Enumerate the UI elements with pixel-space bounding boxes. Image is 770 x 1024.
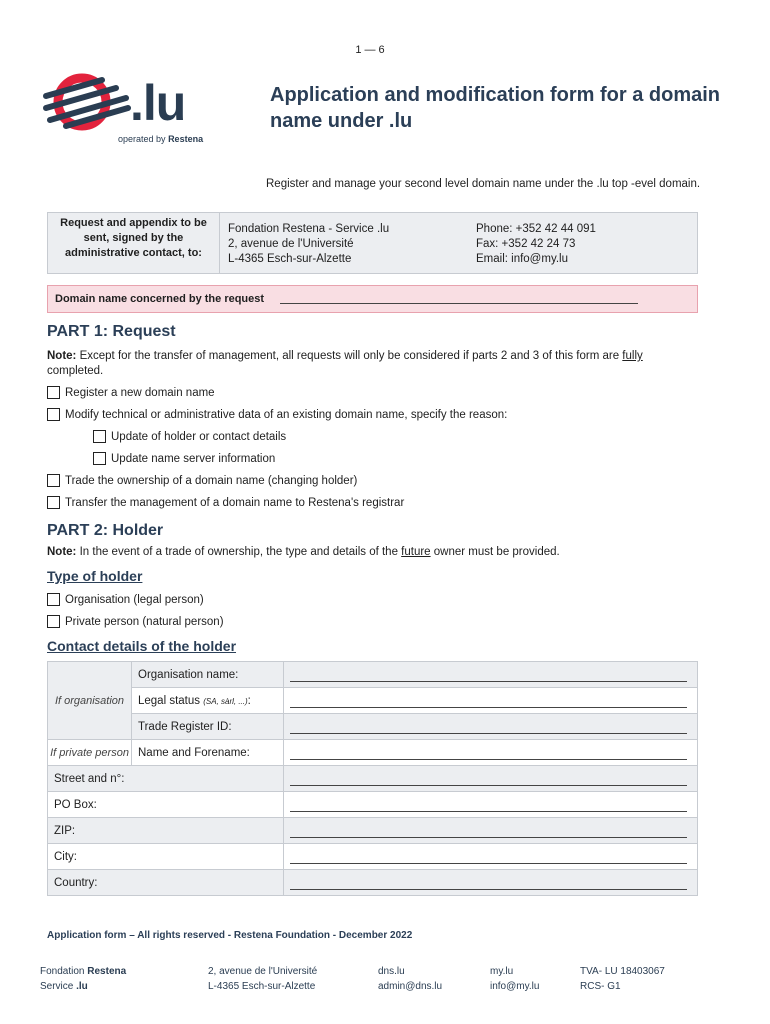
- checkbox[interactable]: [47, 474, 60, 487]
- org-name-field[interactable]: [284, 662, 698, 688]
- part2-heading: PART 2: Holder: [47, 522, 164, 539]
- table-row: [48, 818, 698, 844]
- org-name-label: Organisation name:: [132, 662, 284, 688]
- po-box-field[interactable]: [284, 792, 698, 818]
- phone: Phone: +352 42 44 091: [476, 223, 596, 235]
- intro-text: Register and manage your second level domain name under the .lu top -evel domain.: [266, 178, 701, 190]
- trade-register-field[interactable]: [284, 714, 698, 740]
- contact-numbers: [468, 213, 697, 273]
- street-label: Street and n°:: [48, 766, 284, 792]
- table-row: [48, 740, 698, 766]
- city-field[interactable]: [284, 844, 698, 870]
- checkbox[interactable]: [47, 593, 60, 606]
- table-row: [48, 766, 698, 792]
- contact-box: [47, 212, 698, 274]
- table-row: [48, 792, 698, 818]
- domain-name-label: Domain name concerned by the request: [55, 293, 265, 305]
- zip-label: ZIP:: [48, 818, 284, 844]
- street-field[interactable]: [284, 766, 698, 792]
- option-register[interactable]: Register a new domain name: [47, 386, 215, 399]
- po-box-label: PO Box:: [48, 792, 284, 818]
- footer-dns: dns.lu admin@dns.lu: [378, 966, 443, 992]
- send-to-label: Request and appendix to be sent, signed by the administrative contact, to:: [48, 213, 220, 273]
- fax: Fax: +352 42 24 73: [476, 238, 576, 250]
- checkbox[interactable]: [47, 386, 60, 399]
- footer-copyright: Application form – All rights reserved - Restena Foundation - December 2022: [47, 930, 413, 941]
- legal-status-label: Legal status (SA, sàrl, ...):: [132, 688, 284, 714]
- legal-status-field[interactable]: [284, 688, 698, 714]
- name-forename-label: Name and Forename:: [132, 740, 284, 766]
- name-forename-field[interactable]: [284, 740, 698, 766]
- checkbox[interactable]: [93, 452, 106, 465]
- option-trade[interactable]: Trade the ownership of a domain name (changing holder): [47, 474, 357, 487]
- logo-operated-by: operated by Restena: [118, 134, 204, 144]
- city-label: City:: [48, 844, 284, 870]
- table-row: [48, 714, 698, 740]
- checkbox[interactable]: [47, 496, 60, 509]
- checkbox[interactable]: [47, 615, 60, 628]
- table-row: [48, 688, 698, 714]
- footer-address: 2, avenue de l'Université L-4365 Esch-sur-Alzette: [208, 966, 318, 992]
- option-modify[interactable]: Modify technical or administrative data of an existing domain name, specify the reason:: [47, 408, 507, 421]
- option-update-holder[interactable]: Update of holder or contact details: [93, 430, 286, 443]
- part1-heading: PART 1: Request: [47, 323, 176, 340]
- page-number: 1 — 6: [355, 44, 385, 56]
- footer-tax: TVA- LU 18403067 RCS- G1: [580, 966, 665, 992]
- zip-field[interactable]: [284, 818, 698, 844]
- holder-details-table: [47, 661, 698, 896]
- checkbox[interactable]: [47, 408, 60, 421]
- footer-my: my.lu info@my.lu: [490, 966, 540, 992]
- trade-register-label: Trade Register ID:: [132, 714, 284, 740]
- part2-note: Note: In the event of a trade of ownership, the type and details of the future owner must be provided.: [47, 546, 560, 558]
- contact-details-heading: Contact details of the holder: [47, 638, 237, 654]
- if-private-label: If private person: [48, 740, 132, 766]
- domain-name-field[interactable]: [280, 294, 638, 304]
- footer-org: Fondation Restena Service .lu: [40, 966, 127, 992]
- table-row: [48, 844, 698, 870]
- logo-wordmark: .lu: [130, 75, 186, 131]
- email: Email: info@my.lu: [476, 253, 568, 265]
- type-of-holder-heading: Type of holder: [47, 568, 143, 584]
- table-row: [48, 870, 698, 896]
- country-label: Country:: [48, 870, 284, 896]
- option-update-nameserver[interactable]: Update name server information: [93, 452, 275, 465]
- domain-name-box: [47, 285, 698, 313]
- country-field[interactable]: [284, 870, 698, 896]
- if-organisation-label: If organisation: [48, 662, 132, 740]
- table-row: [48, 662, 698, 688]
- option-private-person[interactable]: Private person (natural person): [47, 615, 224, 628]
- checkbox[interactable]: [93, 430, 106, 443]
- option-organisation[interactable]: Organisation (legal person): [47, 593, 204, 606]
- option-transfer[interactable]: Transfer the management of a domain name to Restena's registrar: [47, 496, 404, 509]
- postal-address: Fondation Restena - Service .lu 2, avenue de l'Université L-4365 Esch-sur-Alzette: [228, 223, 390, 265]
- page-title: Application and modification form for a domain name under .lu: [270, 84, 721, 132]
- part1-note: Note: Except for the transfer of management, all requests will only be considered if parts 2 and 3 of this form are fully completed.: [47, 350, 643, 377]
